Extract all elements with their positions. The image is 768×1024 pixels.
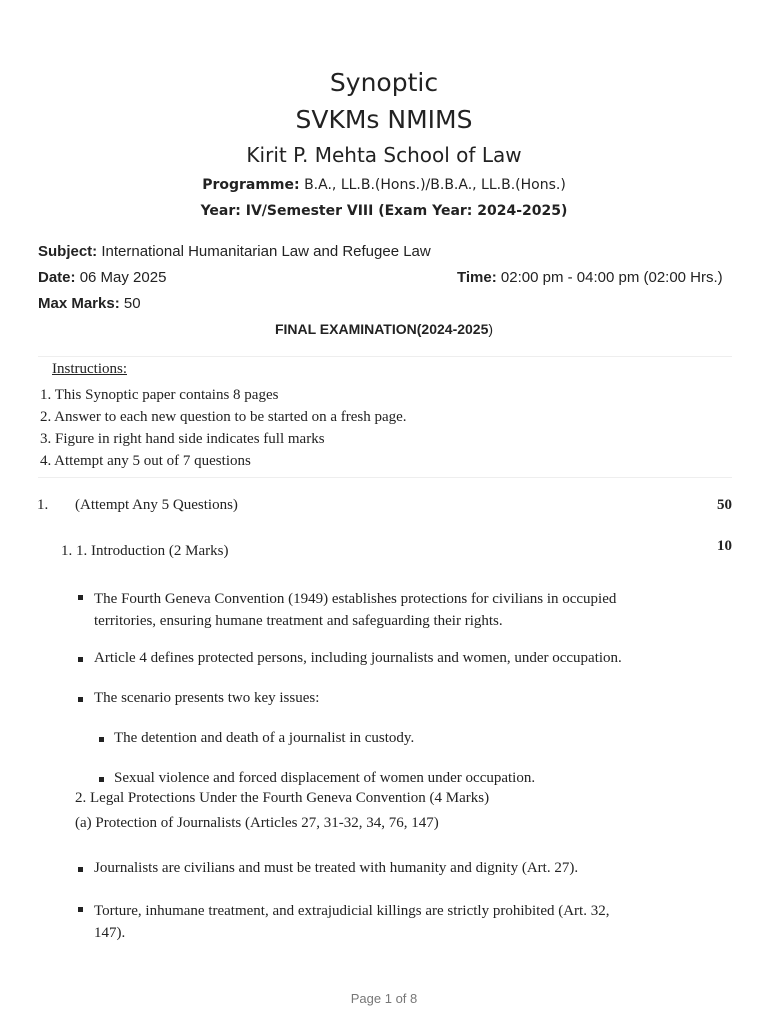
bullet-icon	[78, 657, 83, 662]
header-programme	[0, 177, 768, 193]
instruction-item-4: 4. Attempt any 5 out of 7 questions	[40, 453, 251, 469]
subject-label: Subject:	[38, 243, 98, 260]
divider-top	[38, 356, 732, 357]
sub-bullet-2: Sexual violence and forced displacement of women under occupation.	[114, 770, 536, 786]
header-synoptic: Synoptic	[329, 68, 439, 97]
sub-bullet-icon	[99, 777, 104, 782]
bullet-2: Article 4 defines protected persons, including journalists and women, under occupation.	[94, 650, 622, 666]
sub-bullet-1: The detention and death of a journalist in custody.	[114, 730, 415, 746]
page-number: Page 1 of 8	[350, 991, 418, 1006]
bullet-5-line-2: 147).	[94, 925, 126, 941]
bullet-4: Journalists are civilians and must be treated with humanity and dignity (Art. 27).	[94, 860, 579, 876]
bullet-5-line-1: Torture, inhumane treatment, and extrajudicial killings are strictly prohibited (Art. 32,	[94, 903, 610, 919]
subject-line	[38, 243, 431, 260]
header-university: SVKMs NMIMS	[295, 105, 473, 134]
question-text: (Attempt Any 5 Questions)	[75, 497, 238, 513]
exam-title-close: )	[488, 321, 494, 337]
section-2-title: 2. Legal Protections Under the Fourth Geneva Convention (4 Marks)	[75, 790, 490, 806]
programme-label: Programme:	[202, 177, 300, 193]
instruction-item-2: 2. Answer to each new question to be started on a fresh page.	[40, 409, 407, 425]
exam-title-main: FINAL EXAMINATION(	[274, 321, 422, 337]
time-label: Time:	[457, 269, 497, 286]
time-value: 02:00 pm - 04:00 pm (02:00 Hrs.)	[500, 269, 723, 286]
instruction-item-3: 3. Figure in right hand side indicates full marks	[40, 431, 325, 447]
bullet-1	[94, 588, 616, 632]
instructions-heading: Instructions:	[52, 361, 127, 377]
instruction-item-1: 1. This Synoptic paper contains 8 pages	[40, 387, 279, 403]
section-1-marks: 10	[717, 538, 732, 554]
sub-bullet-icon	[99, 737, 104, 742]
subject-value: International Humanitarian Law and Refugee Law	[101, 243, 431, 260]
bullet-5	[94, 900, 609, 944]
bullet-icon	[78, 595, 83, 600]
max-marks-line	[38, 295, 141, 312]
programme-value: B.A., LL.B.(Hons.)/B.B.A., LL.B.(Hons.)	[304, 177, 566, 193]
section-2-subheading: (a) Protection of Journalists (Articles 27, 31-32, 34, 76, 147)	[75, 815, 439, 831]
max-marks-label: Max Marks:	[38, 295, 120, 312]
question-marks: 50	[717, 497, 732, 513]
date-line	[38, 269, 166, 286]
exam-title-year: 2024-2025	[421, 321, 489, 337]
bullet-3: The scenario presents two key issues:	[94, 690, 320, 706]
header-year: Year: IV/Semester VIII (Exam Year: 2024-2025)	[200, 203, 568, 219]
date-value: 06 May 2025	[79, 269, 167, 286]
question-number: 1.	[37, 497, 49, 513]
bullet-icon	[78, 867, 83, 872]
bullet-icon	[78, 697, 83, 702]
bullet-icon	[78, 907, 83, 912]
exam-title	[0, 321, 768, 337]
max-marks-value: 50	[123, 295, 141, 312]
bullet-1-line-2: territories, ensuring humane treatment and safeguarding their rights.	[94, 613, 503, 629]
bullet-1-line-1: The Fourth Geneva Convention (1949) establishes protections for civilians in occupied	[94, 591, 617, 607]
section-1-title: 1. 1. Introduction (2 Marks)	[61, 543, 229, 559]
divider-bottom	[38, 477, 732, 478]
header-school: Kirit P. Mehta School of Law	[246, 143, 522, 167]
time-line	[457, 269, 723, 286]
date-label: Date:	[38, 269, 76, 286]
